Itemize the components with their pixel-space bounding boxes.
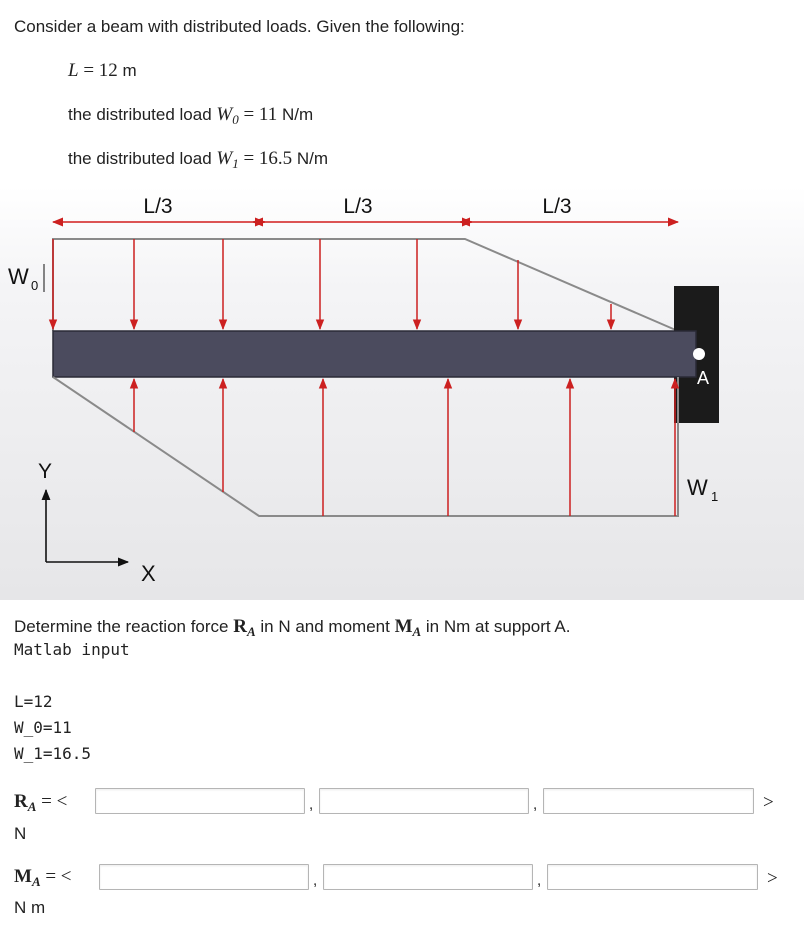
moment-y-input[interactable]: [323, 864, 533, 890]
axis-y-label: Y: [38, 460, 53, 483]
moment-separator-2: ,: [537, 872, 542, 889]
w0-unit: N/m: [281, 105, 314, 124]
w1-value: 16.5: [258, 148, 293, 169]
w0-symbol: $W_0$: [216, 104, 239, 127]
problem-intro: Consider a beam with distributed loads. Given the following:: [14, 17, 465, 36]
w1-equals: =: [243, 148, 255, 169]
moment-symbol: $M_A$: [14, 866, 41, 889]
w1-load-subscript: 1: [711, 489, 719, 504]
w1-symbol: $W_1$: [216, 148, 239, 171]
question-text: [14, 616, 570, 640]
w1-load-label: W: [687, 475, 708, 500]
moment-equals: =: [45, 866, 57, 887]
question-moment-symbol: $M_A$: [394, 616, 422, 639]
force-unit: N: [14, 824, 27, 843]
force-separator-1: ,: [309, 796, 314, 813]
w0-load-subscript: 0: [31, 278, 39, 293]
matlab-line-2: W_0=11: [14, 718, 72, 737]
force-equals: =: [41, 791, 52, 812]
force-y-input[interactable]: [319, 788, 529, 814]
moment-open-bracket: <: [60, 866, 72, 887]
support-label-a: A: [697, 368, 710, 388]
force-symbol: $R_A$: [14, 791, 37, 814]
segment-label-1: L/3: [143, 195, 173, 218]
question-before: Determine the reaction force: [14, 617, 229, 636]
force-answer-label: [14, 791, 67, 815]
segment-label-2: L/3: [343, 195, 373, 218]
matlab-line-1: L=12: [14, 692, 53, 711]
axis-x-label: X: [141, 561, 156, 586]
moment-x-input[interactable]: [99, 864, 309, 890]
given-length: [68, 60, 137, 82]
force-x-input[interactable]: [95, 788, 305, 814]
length-value: 12: [98, 60, 118, 81]
w1-unit: N/m: [296, 149, 329, 168]
matlab-line-3: W_1=16.5: [14, 744, 92, 763]
force-z-input[interactable]: [543, 788, 754, 814]
given-w1: [68, 148, 328, 172]
given-w0: [68, 104, 313, 128]
w0-prefix: the distributed load: [68, 105, 212, 124]
question-force-symbol: $R_A$: [233, 616, 256, 639]
w0-load-label: W: [8, 264, 29, 289]
question-mid: in N and moment: [260, 617, 390, 636]
w1-prefix: the distributed load: [68, 149, 212, 168]
force-separator-2: ,: [533, 796, 538, 813]
moment-z-input[interactable]: [547, 864, 758, 890]
moment-unit: N m: [14, 898, 46, 917]
moment-answer-label: [14, 866, 72, 890]
force-close-bracket: >: [763, 792, 774, 813]
length-equals: =: [83, 60, 95, 81]
force-open-bracket: <: [56, 791, 68, 812]
w0-value: 11: [258, 104, 278, 125]
moment-close-bracket: >: [767, 868, 778, 889]
length-symbol: L: [68, 60, 79, 81]
segment-label-3: L/3: [542, 195, 572, 218]
beam-figure: [0, 186, 804, 600]
moment-separator-1: ,: [313, 872, 318, 889]
length-unit: m: [122, 61, 137, 80]
w0-equals: =: [243, 104, 255, 125]
support-point-a: [693, 348, 705, 360]
matlab-heading: Matlab input: [14, 640, 130, 659]
question-after: in Nm at support A.: [425, 617, 571, 636]
beam: [53, 331, 696, 377]
